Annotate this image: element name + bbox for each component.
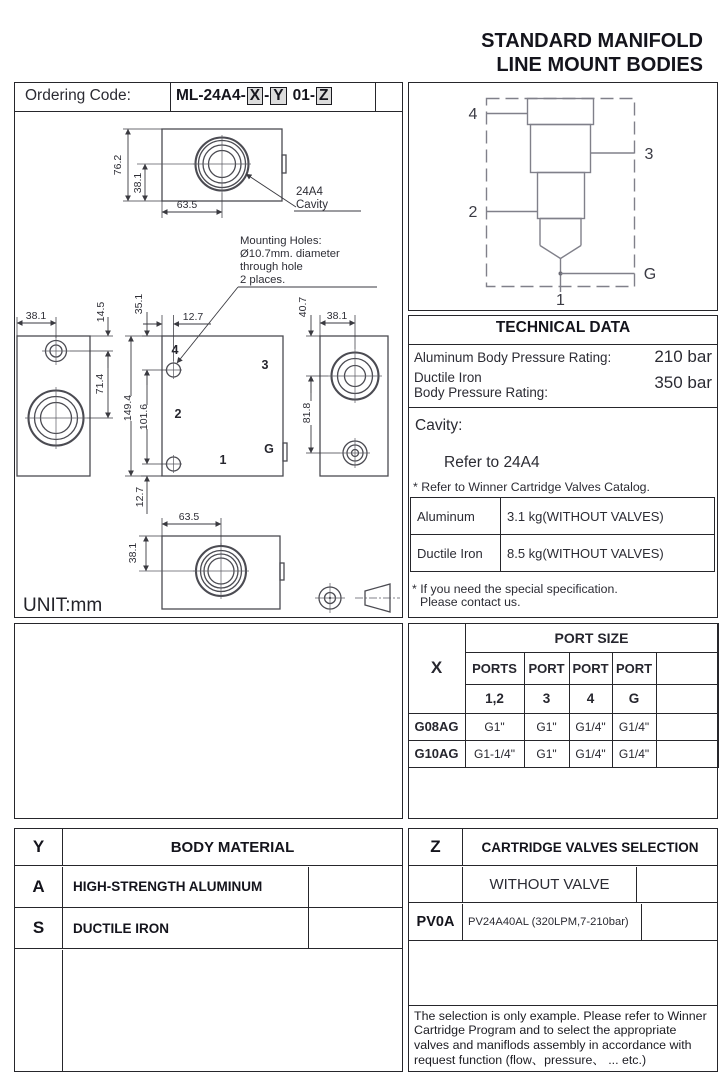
valve-name: PV24A40AL (320LPM,7-210bar): [463, 904, 642, 941]
empty-cell: [656, 684, 718, 713]
dim-right-top: 40.7: [297, 296, 309, 318]
valve-code: PV0A: [409, 904, 463, 941]
empty-panel: [14, 623, 403, 819]
material-name: HIGH-STRENGTH ALUMINUM: [63, 867, 309, 907]
material-code: S: [15, 908, 63, 948]
dim-bottom-width: 63.5: [178, 511, 200, 523]
mounting-note: [177, 235, 377, 363]
drawing-panel: [14, 82, 403, 618]
ordering-code-x: X: [247, 87, 263, 105]
body-material-panel: [14, 828, 403, 1072]
ordering-code-y: Y: [270, 87, 286, 105]
cartridge-key: Z: [409, 829, 463, 865]
col-header: PORTS: [465, 652, 524, 684]
empty-cell: [309, 908, 402, 948]
ordering-code-label: Ordering Code:: [15, 83, 171, 111]
col-subheader: G: [612, 684, 656, 713]
empty-cell: [656, 652, 718, 684]
weight-value: 8.5 kg(WITHOUT VALVES): [501, 535, 715, 572]
ordering-code-empty-cell: [376, 83, 402, 111]
table-row: [409, 904, 717, 942]
table-row: [411, 535, 715, 572]
col-subheader: 3: [524, 684, 569, 713]
ordering-code-value: [171, 83, 376, 111]
right-side-view: [297, 297, 388, 476]
mounting-note-line1: Mounting Holes:: [240, 235, 322, 247]
page-title: [388, 29, 703, 77]
table-row: [409, 867, 717, 904]
valve-name: WITHOUT VALVE: [463, 867, 637, 903]
schematic-port-2: 2: [468, 204, 478, 221]
top-view: [112, 129, 361, 218]
cavity-schematic: [409, 83, 717, 310]
ordering-code-row: [15, 83, 402, 112]
port-label-2: 2: [174, 407, 182, 421]
dim-front-offset: 12.7: [182, 311, 204, 323]
empty-cell: [656, 740, 718, 767]
projection-symbol-icon: [315, 583, 400, 613]
cartridge-panel: [408, 828, 718, 1072]
dim-left-width: 38.1: [25, 310, 47, 322]
port-size-title: PORT SIZE: [465, 623, 718, 652]
dim-left-top: 14.5: [95, 301, 107, 323]
schematic-port-3: 3: [644, 146, 654, 163]
dim-front-height: 149.4: [122, 394, 134, 422]
table-row: [411, 498, 715, 535]
dim-front-top: 35.1: [133, 293, 145, 315]
dim-right-width: 38.1: [326, 310, 348, 322]
divider: [409, 407, 717, 408]
aluminum-rating-value: 210 bar: [654, 347, 712, 366]
cavity-callout-line2: Cavity: [296, 199, 328, 211]
cell: G1": [524, 713, 569, 740]
iron-rating-value: 350 bar: [654, 373, 712, 392]
dim-bottom-center: 38.1: [127, 542, 139, 564]
row-code: G10AG: [408, 740, 465, 767]
dim-top-height: 76.2: [112, 154, 124, 176]
mounting-note-line4: 2 places.: [240, 274, 286, 286]
page-title-line1: STANDARD MANIFOLD: [481, 30, 703, 52]
table-row: [408, 623, 718, 652]
port-label-1: 1: [219, 453, 227, 467]
schematic-port-1: 1: [556, 292, 565, 309]
port-label-g: G: [264, 442, 274, 456]
table-row: [408, 713, 718, 740]
body-material-header: [15, 829, 402, 866]
dimensional-drawing: [15, 111, 402, 617]
body-material-key: Y: [15, 829, 63, 865]
iron-rating-label1: Ductile Iron: [414, 370, 482, 385]
port-size-table: [408, 623, 719, 768]
col-header: PORT: [612, 652, 656, 684]
col-header: PORT: [569, 652, 612, 684]
body-material-title: BODY MATERIAL: [170, 838, 295, 856]
schematic-panel: [408, 82, 718, 311]
cell: G1-1/4": [465, 740, 524, 767]
cavity-callout-line1: 24A4: [296, 186, 323, 198]
empty-cell: [309, 867, 402, 907]
table-row: [408, 740, 718, 767]
ordering-code-mid: 01-: [292, 87, 316, 104]
cavity-value: Refer to 24A4: [444, 454, 540, 471]
schematic-port-4: 4: [468, 106, 478, 123]
table-row: [15, 908, 402, 949]
table-row: [15, 867, 402, 908]
aluminum-rating-label: Aluminum Body Pressure Rating:: [414, 350, 612, 365]
selection-note: The selection is only example. Please refer to Winner Cartridge Program and to select the appropriate valves and maniflods assembly in accordance with request function (flow、pressure、 ... etc.): [409, 1005, 717, 1072]
empty-cell: [642, 904, 717, 941]
cartridge-header: [409, 829, 717, 866]
cavity-label: Cavity:: [415, 417, 463, 434]
empty-key-column: [15, 950, 63, 1072]
cavity-note: * Refer to Winner Cartridge Valves Catalog.: [413, 480, 650, 494]
port-label-3: 3: [261, 358, 269, 372]
cell: G1": [524, 740, 569, 767]
col-subheader: 1,2: [465, 684, 524, 713]
ordering-code-z: Z: [316, 87, 331, 105]
front-view: [122, 294, 287, 476]
dim-left-span: 71.4: [94, 373, 106, 395]
col-header: PORT: [524, 652, 569, 684]
dim-top-width: 63.5: [176, 199, 198, 211]
ordering-code-prefix: ML-24A4-: [176, 87, 246, 104]
weight-value: 3.1 kg(WITHOUT VALVES): [501, 498, 715, 535]
weight-material: Ductile Iron: [411, 535, 501, 572]
row-code: G08AG: [408, 713, 465, 740]
special-note-line2: Please contact us.: [420, 595, 521, 609]
dim-top-center: 38.1: [132, 172, 144, 194]
technical-data-title: TECHNICAL DATA: [409, 316, 717, 345]
bottom-view: [127, 476, 284, 609]
weight-table: [410, 497, 715, 572]
dim-right-span: 81.8: [301, 402, 313, 424]
special-note-line1: * If you need the special specification.: [412, 582, 618, 596]
mounting-note-line3: through hole: [240, 261, 303, 273]
material-name: DUCTILE IRON: [63, 908, 309, 948]
ordering-code-dash: -: [264, 87, 270, 104]
dim-bottom-offset: 12.7: [134, 486, 146, 508]
material-code: A: [15, 867, 63, 907]
col-subheader: 4: [569, 684, 612, 713]
port-label-4: 4: [171, 343, 179, 357]
mounting-note-line2: Ø10.7mm. diameter: [240, 248, 340, 260]
cell: G1": [465, 713, 524, 740]
empty-cell: [656, 713, 718, 740]
cell: G1/4": [612, 713, 656, 740]
cell: G1/4": [612, 740, 656, 767]
left-side-view: [17, 302, 113, 476]
weight-material: Aluminum: [411, 498, 501, 535]
empty-cell: [637, 867, 717, 903]
dim-front-span: 101.6: [138, 403, 150, 431]
unit-label: UNIT:mm: [23, 595, 103, 616]
technical-data-panel: [408, 315, 718, 618]
cartridge-title: CARTRIDGE VALVES SELECTION: [481, 839, 699, 855]
page-title-line2: LINE MOUNT BODIES: [496, 54, 703, 76]
cell: G1/4": [569, 713, 612, 740]
schematic-port-g: G: [643, 266, 657, 283]
port-size-panel: [408, 623, 718, 819]
valve-code: [409, 867, 463, 903]
iron-rating-label2: Body Pressure Rating:: [414, 385, 548, 400]
port-size-key: X: [408, 623, 465, 713]
cell: G1/4": [569, 740, 612, 767]
